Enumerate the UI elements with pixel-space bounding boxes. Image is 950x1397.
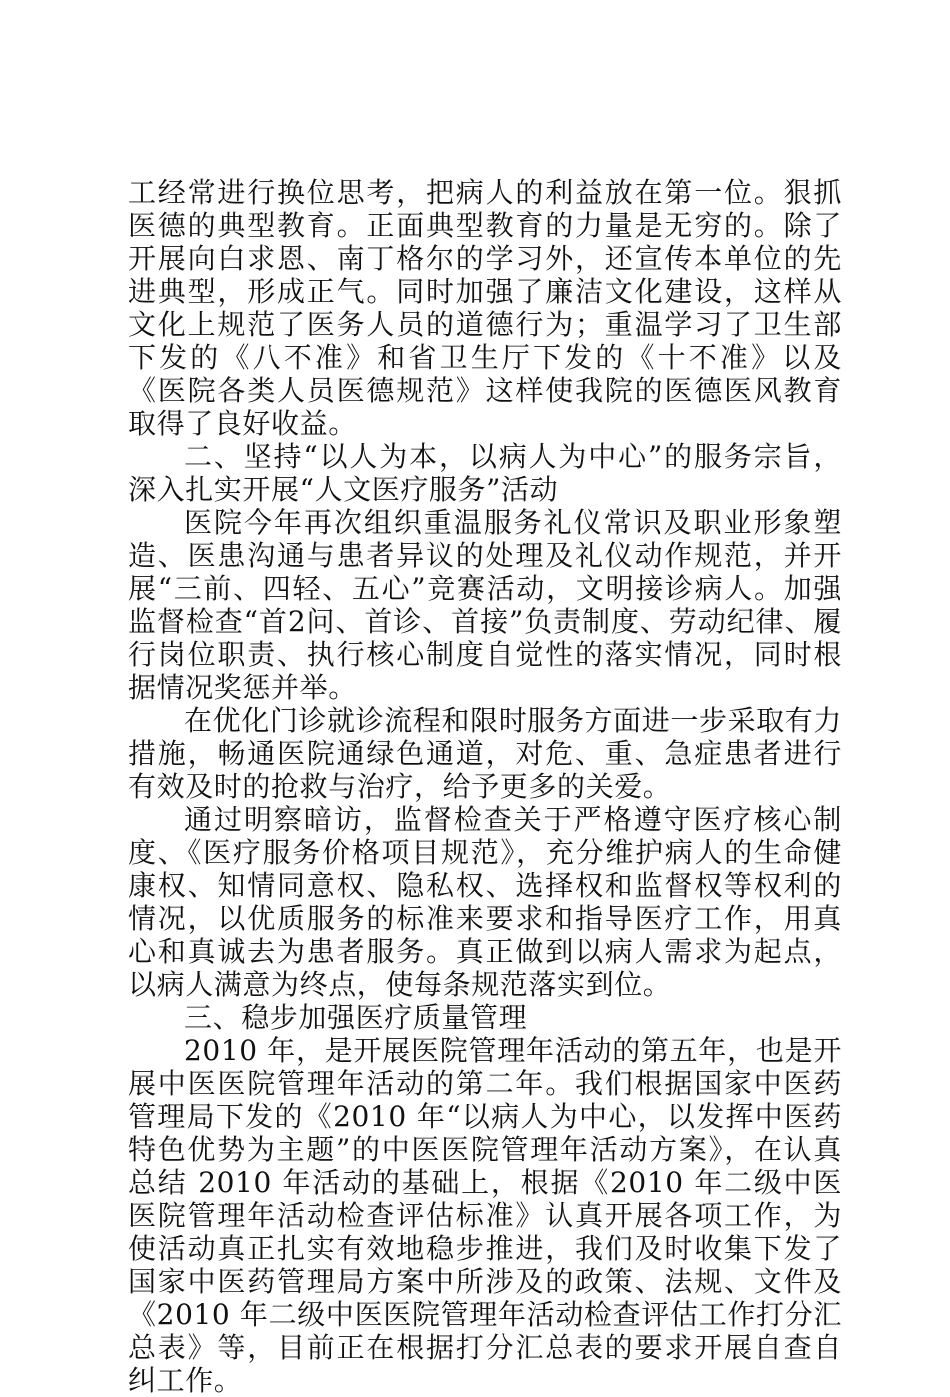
paragraph-outpatient-process: 在优化门诊就诊流程和限时服务方面进一步采取有力措施，畅通医院通绿色通道，对危、重、急症患者进行有效及时的抢救与治疗，给予更多的关爱。 [128,704,842,803]
section-heading-humanistic-service: 二、坚持“以人为本，以病人为中心”的服务宗旨，深入扎实开展“人文医疗服务”活动 [128,440,842,506]
paragraph-etiquette-training: 医院今年再次组织重温服务礼仪常识及职业形象塑造、医患沟通与患者异议的处理及礼仪动作规范，并开展“三前、四轻、五心”竞赛活动，文明接诊病人。加强监督检查“首2问、首诊、首接”负责制度、劳动纪律、履行岗位职责、执行核心制度自觉性的落实情况，同时根据情况奖惩并举。 [128,506,842,704]
section-heading-quality-management: 三、稳步加强医疗质量管理 [184,1001,528,1034]
paragraph-medical-ethics: 工经常进行换位思考，把病人的利益放在第一位。狠抓医德的典型教育。正面典型教育的力量是无穷的。除了开展向白求恩、南丁格尔的学习外，还宣传本单位的先进典型，形成正气。同时加强了廉洁文化建设，这样从文化上规范了医务人员的道德行为；重温学习了卫生部下发的《八不准》和省卫生厅下发的《十不准》以及《医院各类人员医德规范》这样使我院的医德医风教育取得了良好收益。 [128,176,842,440]
document-body [128,176,842,1397]
paragraph-supervision: 通过明察暗访，监督检查关于严格遵守医疗核心制度、《医疗服务价格项目规范》，充分维护病人的生命健康权、知情同意权、隐私权、选择权和监督权等权利的情况，以优质服务的标准来要求和指导医疗工作，用真心和真诚去为患者服务。真正做到以病人需求为起点，以病人满意为终点，使每条规范落实到位。 [128,803,842,1001]
paragraph-management-year: 2010 年，是开展医院管理年活动的第五年，也是开展中医医院管理年活动的第二年。我们根据国家中医药管理局下发的《2010 年“以病人为中心，以发挥中医药特色优势为主题”的中医医院管理年活动方案》，在认真总结 2010 年活动的基础上，根据《2010 年二级中医医院管理年活动检查评估标准》认真开展各项工作，为使活动真正扎实有效地稳步推进，我们及时收集下发了国家中医药管理局方案中所涉及的政策、法规、文件及《2010 年二级中医医院管理年活动检查评估工作打分汇总表》等，目前正在根据打分汇总表的要求开展自查自纠工作。 [128,1034,842,1397]
